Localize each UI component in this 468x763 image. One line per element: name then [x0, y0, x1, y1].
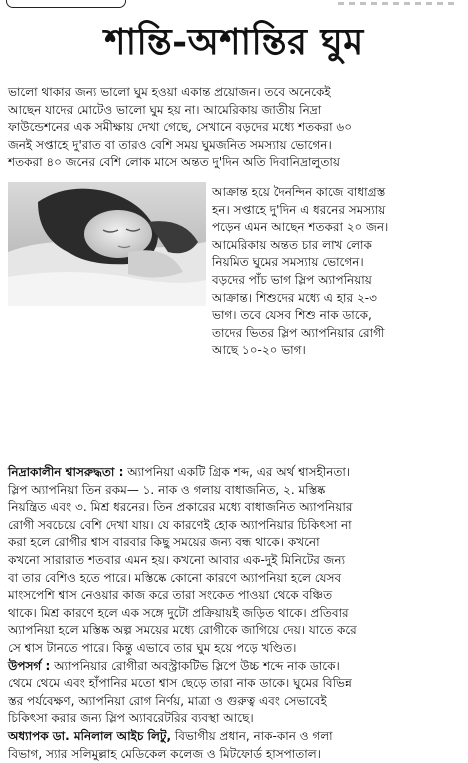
- text-line: করা হলে রোগীর শ্বাস বারবার কিছু সময়ের জন্য বন্ধ থাকে। কখনো: [8, 534, 464, 552]
- section-heading-symptoms: উপসর্গ :: [8, 659, 50, 673]
- text-line: অ্যাপনিয়া হলে মস্তিষ্ক অল্প সময়ের মধ্যে রোগীকে জাগিয়ে দেয়। যাতে করে: [8, 622, 464, 640]
- author-affiliation: বিভাগীয় প্রধান, নাক-কান ও গলা: [171, 729, 333, 743]
- text-line: নিয়ন্ত্রিত এবং ৩. মিশ্র ধরনের। তিন প্রকারের মধ্যে বাধাজনিত অ্যাপনিয়ার: [8, 499, 464, 517]
- text-line: বা তার বেশিও হতে পারে। মস্তিষ্কে কোনো কারণে অ্যাপনিয়া হলে যেসব: [8, 570, 464, 588]
- text-line: থাকে। মিশ্র কারণে হলে এক সঙ্গে দুটো প্রক্রিয়ায়ই জড়িত থাকে। প্রতিবার: [8, 605, 464, 623]
- text-line: ভাগ। তবে যেসব শিশু নাক ডাকে,: [212, 307, 462, 325]
- cropped-text-fragment: [338, 2, 458, 5]
- text-line: স্লিপ অ্যাপনিয়া তিন রকম— ১. নাক ও গলায় বাধাজনিত, ২. মস্তিষ্ক: [8, 482, 464, 500]
- text-line: জনই সপ্তাহে দু'রাত বা তারও বেশি সময় ঘুমজনিত সমস্যায় ভোগেন।: [8, 137, 464, 155]
- text-line: হন। সপ্তাহে দু'দিন এ ধরনের সমস্যায়: [212, 202, 462, 220]
- text-line: আমেরিকায় অন্তত চার লাখ লোক: [212, 237, 462, 255]
- text-line: ভালো থাকার জন্য ভালো ঘুম হওয়া একান্ত প্রয়োজন। তবে অনেকেই: [8, 84, 464, 102]
- text-line: আক্রান্ত। শিশুদের মধ্যে এ হার ২-৩: [212, 290, 462, 308]
- text-line: কখনো সারারাত শতবার এমন হয়। কখনো আবার এক-দুই মিনিটের জন্য: [8, 552, 464, 570]
- text-line: রোগী সবচেয়ে বেশি দেখা যায়। যে কারণেই হোক অ্যাপনিয়ার চিকিৎসা না: [8, 517, 464, 535]
- section-heading-sleep-apnea: নিদ্রাকালীন শ্বাসরুদ্ধতা :: [8, 465, 123, 479]
- text-line: [8, 658, 464, 676]
- text-line: স্তর পর্যবেক্ষণ, অ্যাপনিয়া রোগ নির্ণয়, মাত্রা ও গুরুত্ব এবং সেভাবেই: [8, 693, 464, 711]
- main-body: [8, 464, 464, 763]
- sleeping-woman-photo: [8, 182, 206, 306]
- text-line: পড়েন এমন আছেন শতকরা ২০ জন।: [212, 219, 462, 237]
- text-segment: অ্যাপনিয়ার রোগীরা অবস্ট্রাকটিভ স্লিপে উচ্চ শব্দে নাক ডাকে।: [50, 659, 340, 673]
- text-line: মাংসপেশি শ্বাস নেওয়ার কাজ করে তারা সংকেত পাওয়া থেকে বঞ্চিত: [8, 587, 464, 605]
- photo-illustration: [8, 182, 206, 306]
- text-segment: অ্যাপনিয়া একটি গ্রিক শব্দ, এর অর্থ শ্বাসহীনতা।: [123, 465, 350, 479]
- text-line: আক্রান্ত হয়ে দৈনন্দিন কাজে বাধাগ্রস্ত: [212, 184, 462, 202]
- text-line: নিয়মিত ঘুমের সমস্যায় ভোগেন।: [212, 254, 462, 272]
- text-line: [8, 464, 464, 482]
- text-line: থেমে থেমে এবং হাঁপানির মতো শ্বাস ছেড়ে তারা নাক ডাকে। ঘুমের বিভিন্ন: [8, 675, 464, 693]
- text-line: আছেন যাদের মোটেও ভালো ঘুম হয় না। আমেরিকায় জাতীয় নিদ্রা: [8, 102, 464, 120]
- text-line: তাদের ভিতর স্লিপ অ্যাপনিয়ার রোগী: [212, 325, 462, 343]
- cropped-frame-box: [6, 0, 126, 8]
- text-line: চিকিৎসা করার জন্য স্লিপ অ্যাবরেটরির ব্যবস্থা আছে।: [8, 710, 464, 728]
- text-line: সে শ্বাস টানতে পারে। কিন্তু এভাবে তার ঘুম হয়ে পড়ে খণ্ডিত।: [8, 640, 464, 658]
- text-line: [8, 728, 464, 746]
- text-line: বড়দের পাঁচ ভাগ স্লিপ অ্যাপনিয়ায়: [212, 272, 462, 290]
- text-line: আছে ১০-২০ ভাগ।: [212, 342, 462, 360]
- author-name: অধ্যাপক ডা. মনিলাল আইচ লিটু,: [8, 729, 171, 743]
- text-line: শতকরা ৪০ জনের বেশি লোক মাসে অন্তত দু'দিন অতি দিবানিদ্রালুতায়: [8, 154, 464, 172]
- intro-paragraph: [8, 84, 464, 172]
- text-line: ফাউন্ডেশনের এক সমীক্ষায় দেখা গেছে, সেখানে বড়দের মধ্যে শতকরা ৬০: [8, 119, 464, 137]
- text-line: বিভাগ, স্যার সলিমুল্লাহ মেডিকেল কলেজ ও মিটফোর্ড হাসপাতাল।: [8, 746, 464, 763]
- article-title: শান্তি-অশান্তির ঘুম: [0, 18, 468, 66]
- side-paragraph: [212, 184, 462, 360]
